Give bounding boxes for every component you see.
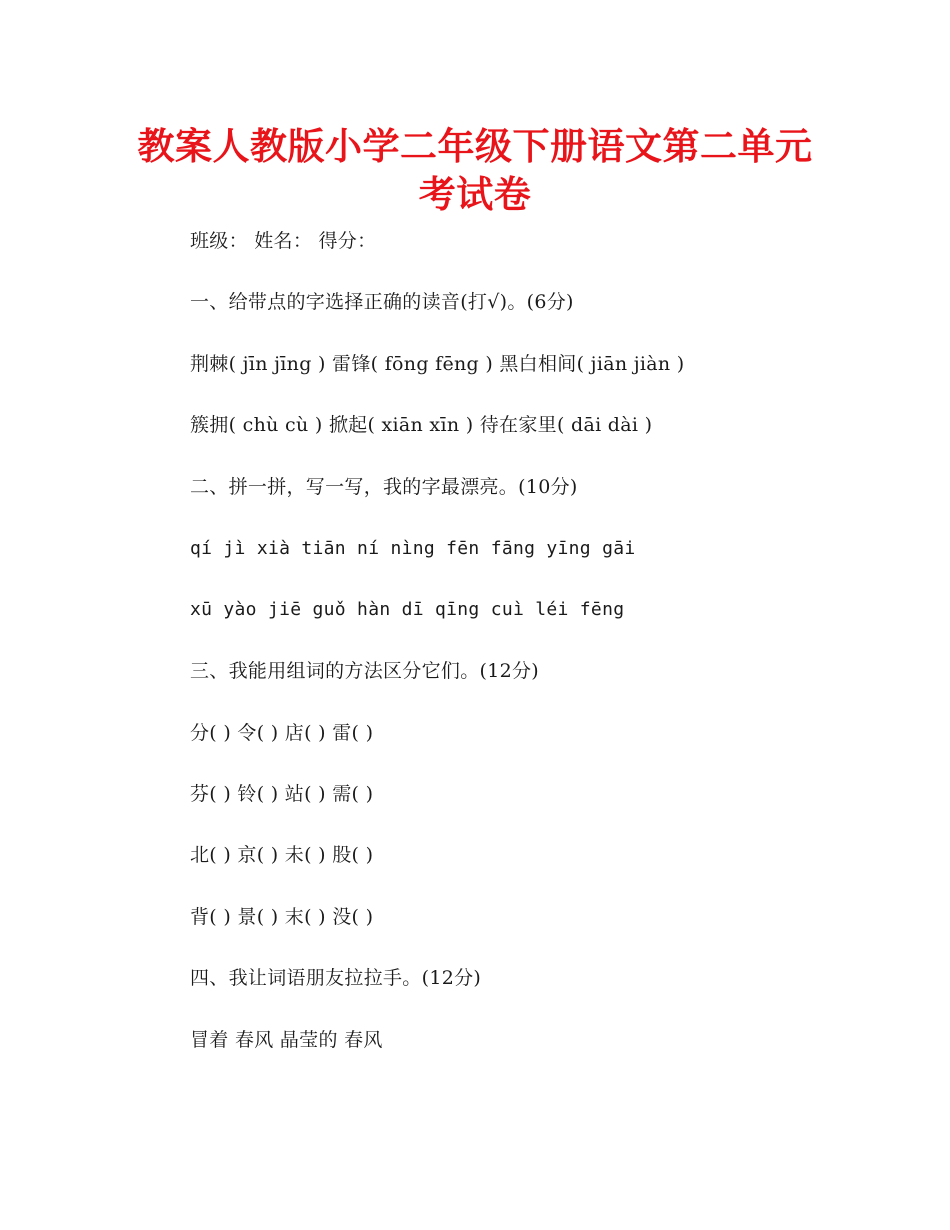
section4-heading: 四、我让词语朋友拉拉手。(12分)	[190, 967, 482, 989]
section3-row: 北( ) 京( ) 未( ) 股( )	[190, 844, 374, 866]
student-info-line: 班级： 姓名： 得分：	[190, 230, 377, 252]
section3-row: 芬( ) 铃( ) 站( ) 需( )	[190, 783, 374, 805]
section1-row2: 簇拥( chù cù ) 掀起( xiān xīn ) 待在家里( dāi dài )	[190, 414, 653, 436]
section2-heading: 二、拼一拼，写一写，我的字最漂亮。(10分)	[190, 476, 578, 498]
document-title-line1: 教案人教版小学二年级下册语文第二单元	[137, 125, 813, 168]
section3-heading: 三、我能用组词的方法区分它们。(12分)	[190, 660, 540, 682]
section2-pinyin-row2: xū yào jiē guǒ hàn dī qīng cuì léi fēng	[190, 599, 625, 620]
section1-row1: 荆棘( jīn jīng ) 雷锋( fōng fēng ) 黑白相间( jiān jiàn )	[190, 353, 685, 375]
section2-pinyin-row1: qí jì xià tiān ní nìng fēn fāng yīng gāi	[190, 538, 636, 559]
document-title-line2: 考试卷	[418, 173, 532, 216]
section1-heading: 一、给带点的字选择正确的读音(打√)。(6分)	[190, 291, 574, 313]
section3-row: 分( ) 令( ) 店( ) 雷( )	[190, 722, 374, 744]
section3-row: 背( ) 景( ) 末( ) 没( )	[190, 906, 374, 928]
section4-row1: 冒着 春风 晶莹的 春风	[190, 1029, 383, 1051]
